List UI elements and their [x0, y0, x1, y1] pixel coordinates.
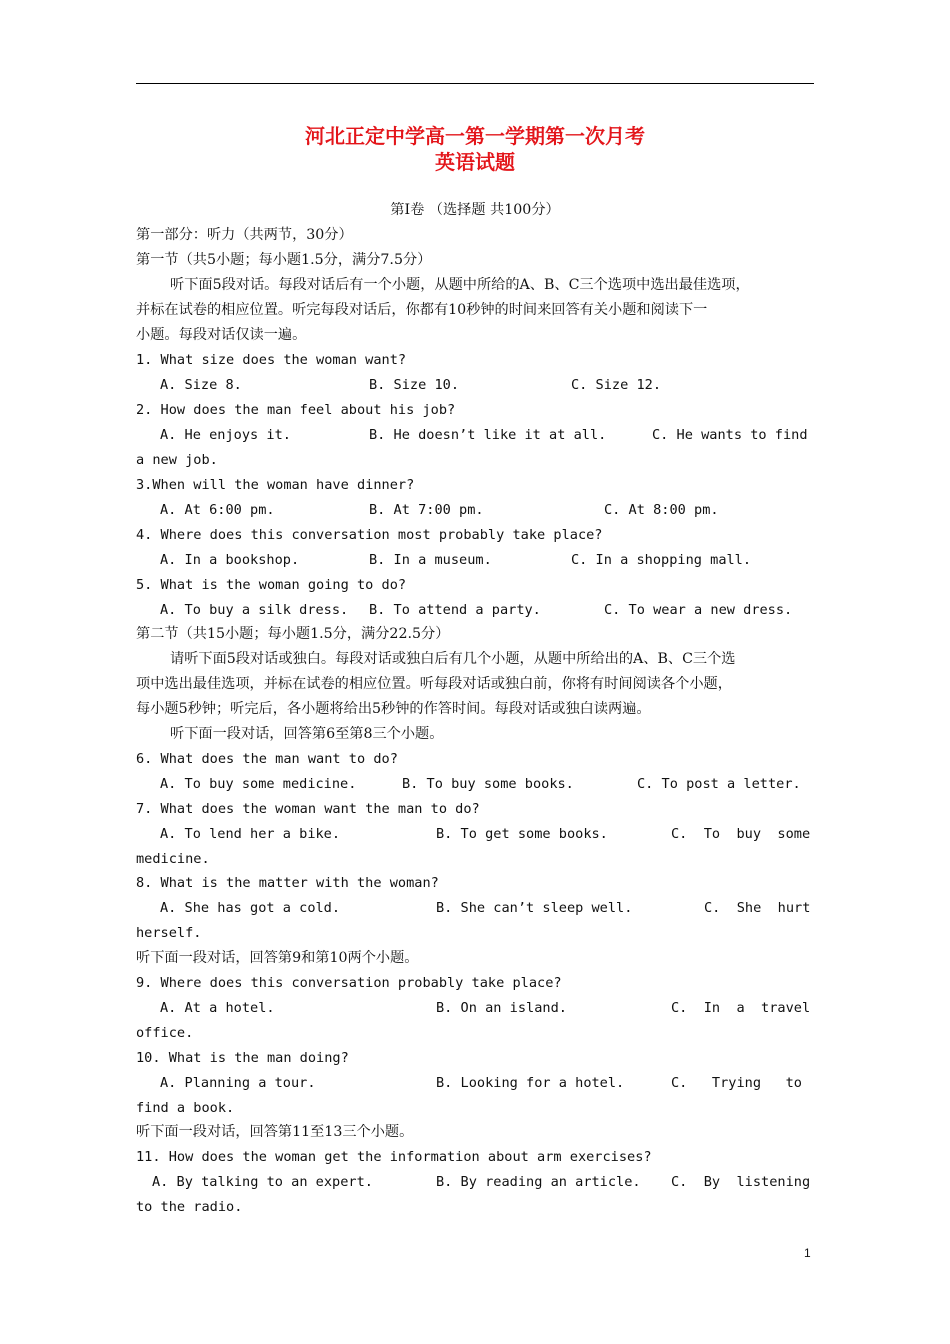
- section-heading: 第I卷 （选择题 共100分）: [390, 202, 560, 218]
- question-7-stem: 7. What does the woman want the man to do?: [136, 801, 480, 817]
- option-c: C. To wear a new dress.: [604, 602, 793, 618]
- question-1-options: [136, 373, 814, 398]
- question-7-option-wrap: medicine.: [136, 851, 210, 867]
- option-c: C. He wants to find: [652, 427, 808, 443]
- question-8-options: [136, 896, 814, 921]
- option-c: C. By listening: [671, 1174, 811, 1190]
- section-1-instruction-line: 听下面5段对话。每段对话后有一个小题，从题中所给的A、B、C三个选项中选出最佳选项，: [170, 277, 750, 293]
- option-a: A. In a bookshop.: [160, 552, 300, 568]
- section-1-heading: 第一节（共5小题；每小题1.5分，满分7.5分）: [136, 252, 432, 268]
- option-c: C. To post a letter.: [637, 776, 801, 792]
- question-5-stem: 5. What is the woman going to do?: [136, 577, 407, 593]
- section-1-instruction-line: 并标在试卷的相应位置。听完每段对话后，你都有10秒钟的时间来回答有关小题和阅读下一: [136, 302, 708, 318]
- option-a: A. At 6:00 pm.: [160, 502, 275, 518]
- option-c: C. To buy some: [671, 826, 811, 842]
- option-b: B. On an island.: [436, 1000, 567, 1016]
- question-4-stem: 4. Where does this conversation most probably take place?: [136, 527, 603, 543]
- option-c: C. At 8:00 pm.: [604, 502, 719, 518]
- question-9-option-wrap: office.: [136, 1025, 194, 1041]
- question-7-options: [136, 822, 814, 847]
- question-10-options: [136, 1071, 814, 1096]
- option-a: A. She has got a cold.: [160, 900, 341, 916]
- question-9-options: [136, 996, 814, 1021]
- part-heading: 第一部分：听力（共两节，30分）: [136, 227, 353, 243]
- option-b: B. To buy some books.: [402, 776, 574, 792]
- option-a: A. To buy some medicine.: [160, 776, 357, 792]
- option-b: B. At 7:00 pm.: [369, 502, 484, 518]
- question-1-stem: 1. What size does the woman want?: [136, 352, 407, 368]
- question-11-option-wrap: to the radio.: [136, 1199, 243, 1215]
- question-11-options: [136, 1170, 814, 1195]
- option-c: C. Trying to: [671, 1075, 802, 1091]
- question-9-stem: 9. Where does this conversation probably take place?: [136, 975, 562, 991]
- option-b: B. By reading an article.: [436, 1174, 641, 1190]
- section-2-instruction-line: 每小题5秒钟；听完后，各小题将给出5秒钟的作答时间。每段对话或独白读两遍。: [136, 701, 651, 717]
- option-b: B. To attend a party.: [369, 602, 541, 618]
- section-2-instruction-line: 请听下面5段对话或独白。每段对话或独白后有几个小题，从题中所给出的A、B、C三个选: [170, 651, 736, 667]
- option-a: A. He enjoys it.: [160, 427, 291, 443]
- option-a: A. Planning a tour.: [160, 1075, 316, 1091]
- question-4-options: [136, 548, 814, 573]
- option-c: C. In a shopping mall.: [571, 552, 752, 568]
- group-instruction: 听下面一段对话，回答第11至13三个小题。: [136, 1124, 414, 1140]
- question-8-option-wrap: herself.: [136, 925, 202, 941]
- option-b: B. Looking for a hotel.: [436, 1075, 625, 1091]
- question-5-options: [136, 598, 814, 623]
- option-a: A. By talking to an expert.: [152, 1174, 373, 1190]
- option-c: C. Size 12.: [571, 377, 662, 393]
- option-c: C. In a travel: [671, 1000, 811, 1016]
- section-1-instruction-line: 小题。每段对话仅读一遍。: [136, 327, 307, 343]
- header-rule: [136, 83, 814, 84]
- option-b: B. In a museum.: [369, 552, 492, 568]
- option-b: B. To get some books.: [436, 826, 608, 842]
- option-b: B. He doesn’t like it at all.: [369, 427, 607, 443]
- page-subtitle: 英语试题: [435, 150, 515, 174]
- question-2-options: [136, 423, 814, 448]
- group-instruction: 听下面一段对话，回答第9和第10两个小题。: [136, 950, 419, 966]
- page-number: 1: [804, 1246, 811, 1260]
- option-c: C. She hurt: [704, 900, 811, 916]
- option-a: A. Size 8.: [160, 377, 242, 393]
- question-2-stem: 2. How does the man feel about his job?: [136, 402, 456, 418]
- group-instruction: 听下面一段对话，回答第6至第8三个小题。: [170, 726, 444, 742]
- page-title: 河北正定中学高一第一学期第一次月考: [305, 124, 645, 148]
- question-8-stem: 8. What is the matter with the woman?: [136, 875, 439, 891]
- option-a: A. To buy a silk dress.: [160, 602, 349, 618]
- option-b: B. Size 10.: [369, 377, 460, 393]
- question-10-option-wrap: find a book.: [136, 1100, 235, 1116]
- option-a: A. To lend her a bike.: [160, 826, 341, 842]
- question-2-option-wrap: a new job.: [136, 452, 218, 468]
- option-a: A. At a hotel.: [160, 1000, 275, 1016]
- question-11-stem: 11. How does the woman get the information about arm exercises?: [136, 1149, 652, 1165]
- question-6-options: [136, 772, 814, 797]
- section-2-instruction-line: 项中选出最佳选项，并标在试卷的相应位置。听每段对话或独白前，你将有时间阅读各个小题，: [136, 676, 732, 692]
- option-b: B. She can’t sleep well.: [436, 900, 633, 916]
- question-3-options: [136, 498, 814, 523]
- section-2-heading: 第二节（共15小题；每小题1.5分，满分22.5分）: [136, 626, 450, 642]
- question-3-stem: 3.When will the woman have dinner?: [136, 477, 415, 493]
- question-6-stem: 6. What does the man want to do?: [136, 751, 398, 767]
- question-10-stem: 10. What is the man doing?: [136, 1050, 349, 1066]
